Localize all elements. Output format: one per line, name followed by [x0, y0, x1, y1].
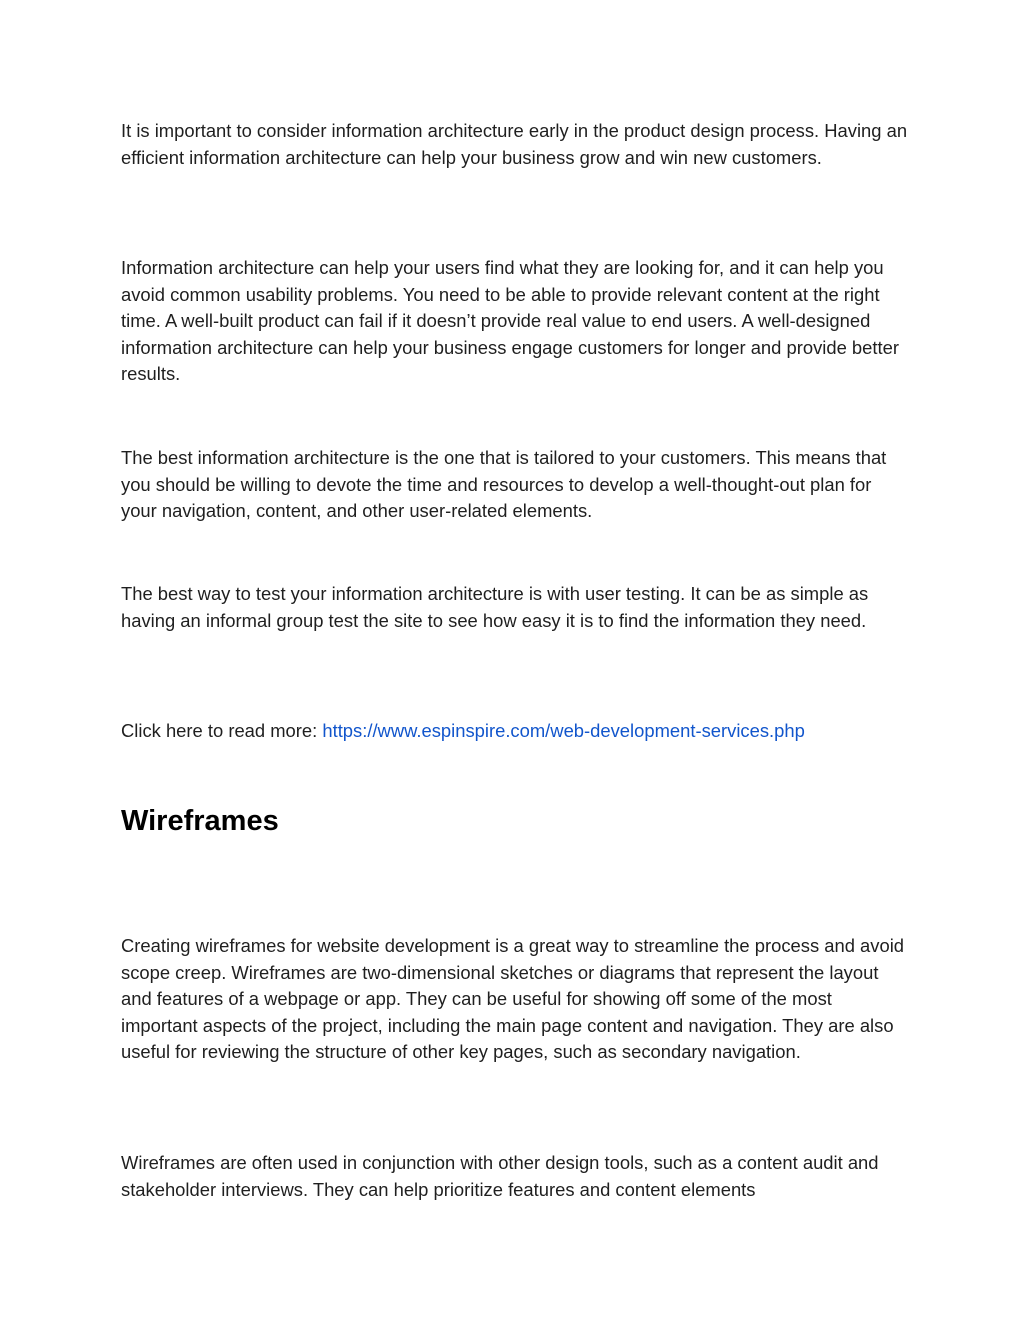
- read-more-line: [121, 718, 911, 745]
- paragraph-wireframes-intro: Creating wireframes for website development is a great way to streamline the process and avoid scope creep. Wireframes are two-dimensional sketches or diagrams that represent the layout and features of a webpage or app. They can be useful for showing off some of the most important aspects of the project, including the main page content and navigation. They are also useful for reviewing the structure of other key pages, such as secondary navigation.: [121, 935, 905, 1063]
- paragraph-ia-tailored: The best information architecture is the one that is tailored to your customers. This means that you should be willing to devote the time and resources to develop a well-thought-out plan for your navigation, content, and other user-related elements.: [121, 447, 887, 522]
- paragraph-ia-testing: The best way to test your information architecture is with user testing. It can be as simple as having an informal group test the site to see how easy it is to find the information they need.: [121, 583, 869, 631]
- paragraph-ia-importance: It is important to consider information architecture early in the product design process. Having an efficient information architecture can help your business grow and win new customers.: [121, 120, 908, 168]
- paragraph-wireframes-tools: Wireframes are often used in conjunction with other design tools, such as a content audit and stakeholder interviews. They can help prioritize features and content elements: [121, 1152, 879, 1200]
- read-more-link[interactable]: https://www.espinspire.com/web-development-services.php: [322, 720, 805, 741]
- read-more-prefix: Click here to read more:: [121, 720, 323, 741]
- paragraph-ia-users: Information architecture can help your users find what they are looking for, and it can help you avoid common usability problems. You need to be able to provide relevant content at the right time. A well-built product can fail if it doesn’t provide real value to end users. A well-designed information architecture can help your business engage customers for longer and provide better results.: [121, 257, 899, 385]
- section-heading-wireframes: Wireframes: [121, 805, 279, 837]
